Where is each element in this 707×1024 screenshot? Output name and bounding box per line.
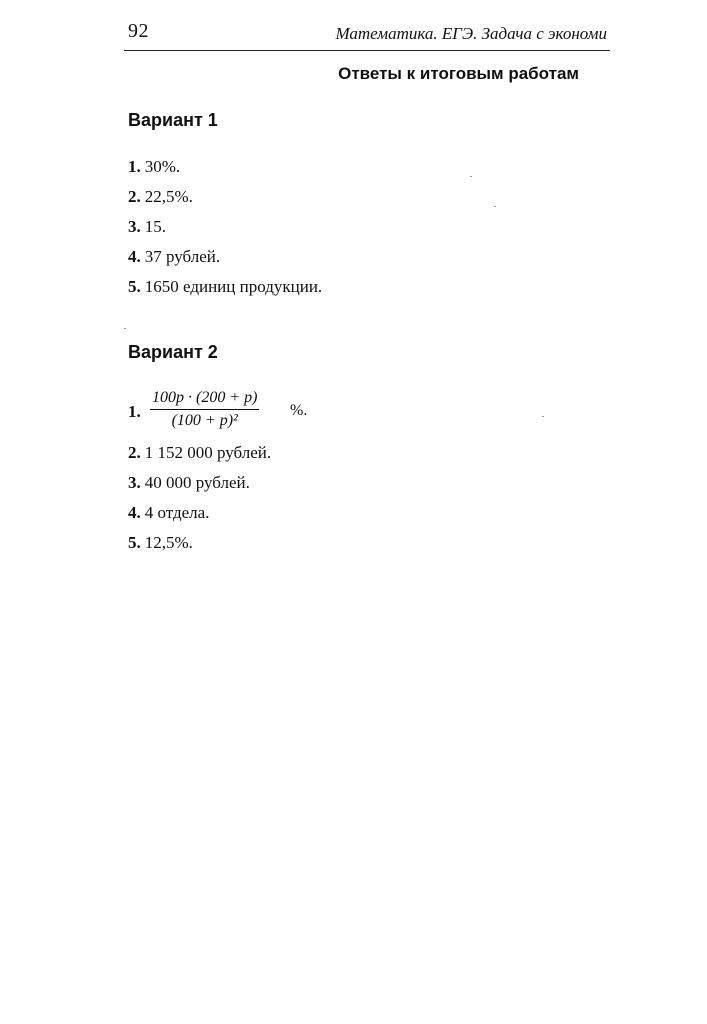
answer-number: 5. (128, 533, 141, 552)
scan-speck (470, 176, 472, 177)
variant-2-answer-list (128, 388, 308, 558)
answer-text: 4 отдела. (144, 503, 210, 522)
variant-2-answer-5 (128, 528, 271, 558)
variant-1-answer-2 (128, 182, 322, 212)
answer-number: 4. (128, 503, 141, 522)
variant-1-answer-5 (128, 272, 322, 302)
answer-number: 3. (128, 473, 141, 492)
variant-2-answer-4 (128, 498, 271, 528)
scan-speck (494, 206, 496, 207)
answer-text: 22,5%. (144, 187, 193, 206)
variant-2-answer-1 (128, 388, 308, 438)
section-title: Ответы к итоговым работам (338, 64, 579, 83)
answer-number: 1. (128, 157, 141, 176)
answer-text: 1650 единиц продукции. (144, 277, 323, 296)
variant-1-answer-3 (128, 212, 322, 242)
answer-text: 12,5%. (144, 533, 193, 552)
answer-number: 2. (128, 187, 141, 206)
variant-2-answer-2 (128, 438, 271, 468)
answer-text: 1 152 000 рублей. (144, 443, 272, 462)
variant-1-answer-1 (128, 152, 322, 182)
scan-speck (124, 328, 126, 329)
formula-suffix: %. (290, 402, 308, 419)
scan-speck (542, 416, 544, 417)
answer-number: 3. (128, 217, 141, 236)
page-number: 92 (128, 20, 149, 42)
answer-text: 37 рублей. (144, 247, 221, 266)
formula-denominator: (100 + p)² (171, 412, 238, 429)
variant-1-answer-4 (128, 242, 322, 272)
variant-1-answer-list (128, 152, 322, 302)
answer-number: 5. (128, 277, 141, 296)
variant-2-heading: Вариант 2 (128, 342, 218, 362)
answer-text: 40 000 рублей. (144, 473, 250, 492)
answer-text: 15. (144, 217, 166, 236)
running-title: Математика. ЕГЭ. Задача с экономи (335, 24, 607, 43)
answer-number: 2. (128, 443, 141, 462)
header-rule (124, 50, 610, 51)
answer-number: 1. (128, 402, 141, 421)
variant-2-answer-3 (128, 468, 271, 498)
answer-formula-fraction (150, 388, 259, 431)
answer-text: 30%. (144, 157, 181, 176)
answer-number: 4. (128, 247, 141, 266)
variant-1-heading: Вариант 1 (128, 110, 218, 130)
formula-numerator: 100p · (200 + p) (150, 388, 259, 410)
